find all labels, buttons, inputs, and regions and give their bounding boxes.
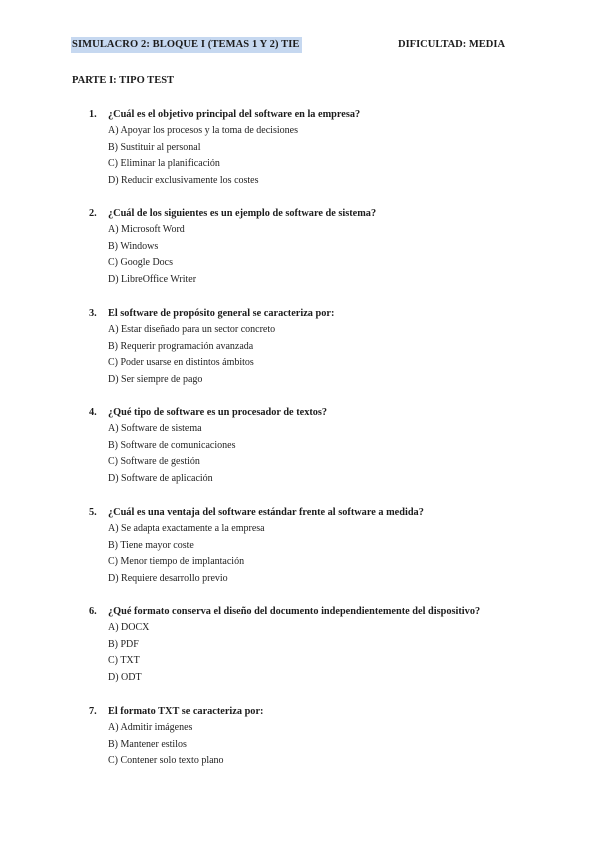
question-number: 2. [89, 208, 97, 219]
part-title: PARTE I: TIPO TEST [72, 75, 175, 86]
option-b: B) Mantener estilos [108, 738, 187, 750]
option-list [89, 222, 569, 289]
option-d: D) ODT [108, 672, 142, 684]
option-d: D) LibreOffice Writer [108, 274, 197, 286]
question-text: ¿Qué formato conserva el diseño del documento independientemente del dispositivo? [108, 606, 481, 617]
option-b: B) Requerir programación avanzada [108, 340, 254, 352]
option-a: A) Microsoft Word [108, 224, 185, 235]
option-a: A) DOCX [108, 622, 150, 633]
option-list [89, 421, 569, 488]
option-list [89, 322, 569, 389]
option-d: D) Reducir exclusivamente los costes [108, 175, 259, 187]
question-text: ¿Qué tipo de software es un procesador de textos? [108, 407, 328, 418]
question-number: 1. [89, 109, 97, 120]
option-list [89, 720, 569, 770]
option-d: D) Requiere desarrollo previo [108, 573, 228, 585]
option-a: A) Admitir imágenes [108, 722, 193, 733]
exam-title: SIMULACRO 2: BLOQUE I (TEMAS 1 Y 2) TIE [71, 37, 302, 53]
question-number: 3. [89, 308, 97, 319]
question-number: 5. [89, 507, 97, 518]
question-text: El formato TXT se caracteriza por: [108, 706, 264, 717]
option-d: D) Software de aplicación [108, 473, 213, 485]
option-c: C) Google Docs [108, 257, 173, 269]
option-c: C) Poder usarse en distintos ámbitos [108, 357, 254, 369]
option-d: D) Ser siempre de pago [108, 374, 203, 386]
question-text: ¿Cuál es el objetivo principal del software en la empresa? [108, 109, 361, 120]
option-a: A) Estar diseñado para un sector concreto [108, 324, 276, 335]
question-text: ¿Cuál es una ventaja del software estándar frente al software a medida? [108, 507, 424, 518]
question-6 [89, 603, 569, 687]
option-b: B) PDF [108, 638, 139, 650]
option-c: C) Menor tiempo de implantación [108, 556, 245, 568]
question-number: 6. [89, 606, 97, 617]
question-1 [89, 106, 569, 190]
option-c: C) TXT [108, 655, 140, 667]
option-list [89, 521, 569, 588]
question-text: ¿Cuál de los siguientes es un ejemplo de software de sistema? [108, 208, 377, 219]
question-2 [89, 205, 569, 289]
option-b: B) Software de comunicaciones [108, 439, 236, 451]
question-3 [89, 305, 569, 389]
option-a: A) Se adapta exactamente a la empresa [108, 523, 265, 534]
question-4 [89, 404, 569, 488]
option-c: C) Contener solo texto plano [108, 755, 224, 767]
option-c: C) Software de gestión [108, 456, 200, 468]
question-5 [89, 504, 569, 588]
option-a: A) Apoyar los procesos y la toma de decisiones [108, 125, 298, 136]
option-list [89, 123, 569, 190]
question-text: El software de propósito general se caracteriza por: [108, 308, 335, 319]
option-list [89, 620, 569, 687]
option-b: B) Tiene mayor coste [108, 539, 194, 551]
question-7 [89, 703, 569, 770]
option-b: B) Sustituir al personal [108, 141, 201, 153]
option-a: A) Software de sistema [108, 423, 202, 434]
option-c: C) Eliminar la planificación [108, 158, 220, 170]
option-b: B) Windows [108, 240, 159, 252]
question-number: 7. [89, 706, 97, 717]
difficulty-label: DIFICULTAD: MEDIA [398, 39, 506, 50]
question-number: 4. [89, 407, 97, 418]
